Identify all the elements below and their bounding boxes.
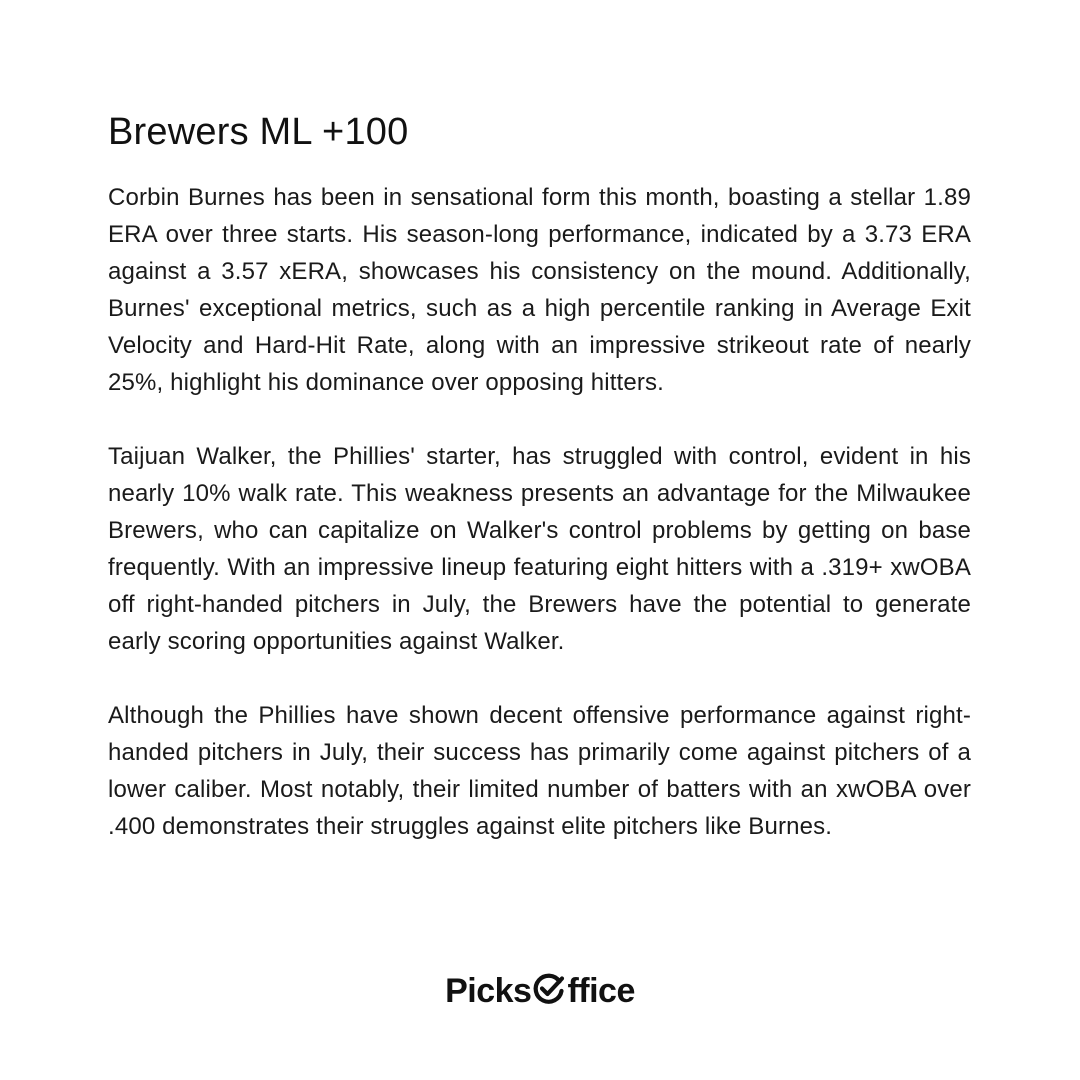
picksoffice-logo: [0, 968, 1080, 1014]
article-paragraph-2: Taijuan Walker, the Phillies' starter, has struggled with control, evident in his nearly 10% walk rate. This weakness presents an advantage for the Milwaukee Brewers, who can capitalize on Walker's control problems by getting on base frequently. With an impressive lineup featuring eight hitters with a .319+ xwOBA off right-handed pitchers in July, the Brewers have the potential to generate early scoring opportunities against Walker.: [108, 443, 971, 655]
logo-text-ffice: ffice: [567, 971, 635, 1010]
article-paragraph-1: Corbin Burnes has been in sensational form this month, boasting a stellar 1.89 ERA over three starts. His season-long performance, indicated by a 3.73 ERA against a 3.57 xERA, showcases his consistency on the mound. Additionally, Burnes' exceptional metrics, such as a high percentile ranking in Average Exit Velocity and Hard-Hit Rate, along with an impressive strikeout rate of nearly 25%, highlight his dominance over opposing hitters.: [108, 184, 971, 396]
article-paragraph-3: Although the Phillies have shown decent offensive performance against right-handed pitchers in July, their success has primarily come against pitchers of a lower caliber. Most notably, their limited number of batters with an xwOBA over .400 demonstrates their struggles against elite pitchers like Burnes.: [108, 702, 971, 840]
check-circle-icon: [532, 972, 566, 1006]
article: [108, 108, 971, 845]
article-title: Brewers ML +100: [108, 111, 409, 153]
logo-text-picks: Picks: [445, 971, 532, 1010]
